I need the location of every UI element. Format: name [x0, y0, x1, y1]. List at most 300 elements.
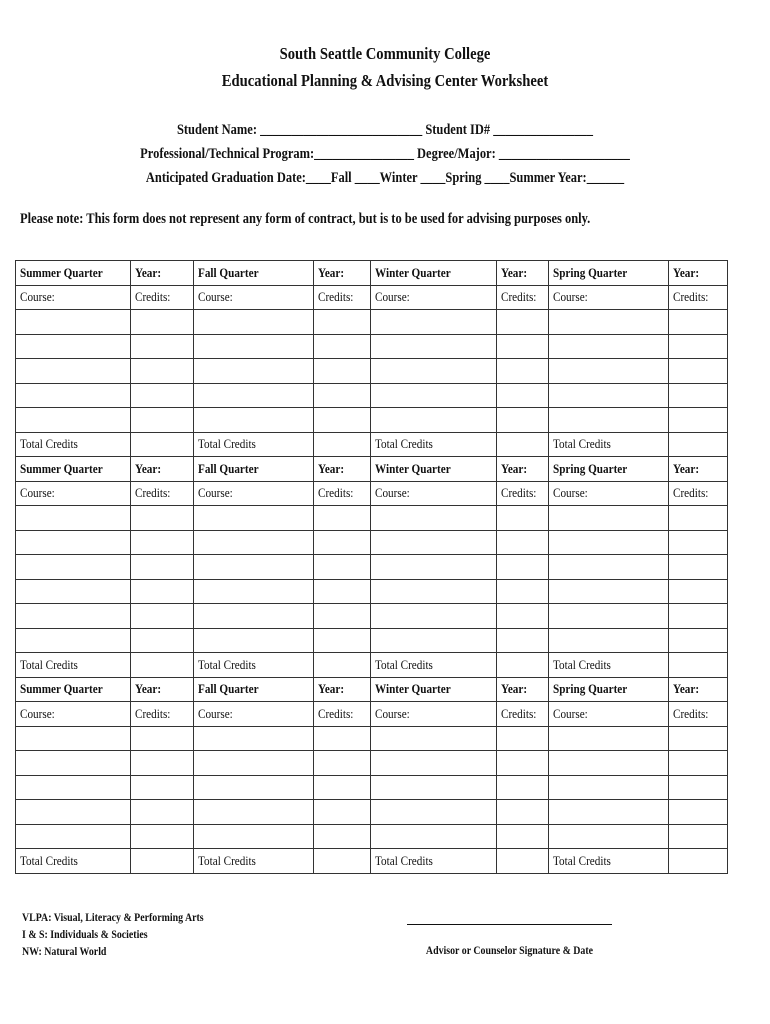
credits-label-text: Credits: — [318, 705, 354, 721]
course-cell[interactable] — [549, 800, 669, 825]
quarter-title — [371, 261, 497, 286]
course-cell[interactable] — [16, 824, 131, 849]
credits-cell[interactable] — [131, 408, 194, 433]
total-credits-cell[interactable] — [131, 653, 194, 678]
quarter-title — [549, 261, 669, 286]
credits-label — [497, 285, 549, 310]
quarter-title — [16, 677, 131, 702]
table-row — [16, 334, 728, 359]
quarter-header-row — [16, 677, 728, 702]
course-label-text: Course: — [198, 485, 233, 501]
course-label — [371, 702, 497, 727]
course-cell[interactable] — [371, 383, 497, 408]
credits-label-text: Credits: — [501, 705, 537, 721]
course-cell[interactable] — [16, 334, 131, 359]
credits-label-text: Credits: — [135, 485, 171, 501]
quarter-title-text: Spring Quarter — [553, 264, 628, 280]
total-credits-label — [16, 432, 131, 457]
course-cell[interactable] — [16, 359, 131, 384]
credits-cell[interactable] — [314, 751, 371, 776]
credits-cell[interactable] — [314, 530, 371, 555]
credits-cell[interactable] — [314, 579, 371, 604]
course-label-text: Course: — [20, 289, 55, 305]
table-row — [16, 628, 728, 653]
quarter-title-text: Winter Quarter — [375, 460, 451, 476]
course-label-text: Course: — [553, 485, 588, 501]
course-cell[interactable] — [549, 310, 669, 335]
total-credits-label — [194, 653, 314, 678]
year-label-text: Year: — [135, 264, 162, 280]
year-label-text: Year: — [135, 460, 162, 476]
credits-cell[interactable] — [497, 334, 549, 359]
credits-cell[interactable] — [669, 628, 728, 653]
course-cell[interactable] — [16, 555, 131, 580]
total-credits-label-text: Total Credits — [553, 436, 611, 452]
year-label[interactable] — [314, 261, 371, 286]
course-label-text: Course: — [20, 705, 55, 721]
year-label-text: Year: — [135, 681, 162, 697]
course-cell[interactable] — [16, 775, 131, 800]
credits-cell[interactable] — [131, 383, 194, 408]
credits-cell[interactable] — [497, 604, 549, 629]
credits-cell[interactable] — [131, 751, 194, 776]
course-cell[interactable] — [371, 604, 497, 629]
course-cell[interactable] — [16, 310, 131, 335]
college-name: South Seattle Community College — [279, 44, 491, 63]
year-label[interactable] — [314, 457, 371, 482]
credits-label — [131, 702, 194, 727]
credits-cell[interactable] — [669, 359, 728, 384]
graduation-date-line[interactable]: Anticipated Graduation Date:____Fall ____Winter ____Spring ____Summer Year:______ — [145, 170, 625, 186]
program-degree-line[interactable]: Professional/Technical Program:________________ Degree/Major: _____________________ — [140, 146, 630, 162]
legend-is: I & S: Individuals & Societies — [22, 929, 148, 941]
credits-cell[interactable] — [669, 506, 728, 531]
course-label — [16, 285, 131, 310]
course-cell[interactable] — [549, 751, 669, 776]
total-credits-cell[interactable] — [131, 432, 194, 457]
course-cell[interactable] — [194, 800, 314, 825]
course-cell[interactable] — [371, 310, 497, 335]
course-cell[interactable] — [194, 555, 314, 580]
total-credits-label — [16, 653, 131, 678]
legend-nw: NW: Natural World — [22, 946, 107, 958]
credits-label — [669, 481, 728, 506]
credits-cell[interactable] — [669, 726, 728, 751]
credits-cell[interactable] — [669, 604, 728, 629]
course-cell[interactable] — [549, 555, 669, 580]
year-label[interactable] — [131, 261, 194, 286]
quarter-planning-table — [15, 260, 728, 874]
credits-cell[interactable] — [669, 383, 728, 408]
credits-cell[interactable] — [131, 555, 194, 580]
credits-label — [314, 702, 371, 727]
course-cell[interactable] — [16, 628, 131, 653]
year-label[interactable] — [669, 261, 728, 286]
total-credits-label — [371, 849, 497, 874]
course-cell[interactable] — [194, 530, 314, 555]
course-cell[interactable] — [371, 555, 497, 580]
table-row — [16, 824, 728, 849]
total-credits-label-text: Total Credits — [375, 436, 433, 452]
total-credits-label — [16, 849, 131, 874]
credits-cell[interactable] — [314, 506, 371, 531]
course-label-text: Course: — [553, 705, 588, 721]
table-row — [16, 506, 728, 531]
credits-cell[interactable] — [497, 530, 549, 555]
quarter-title-text: Summer Quarter — [20, 264, 103, 280]
credits-cell[interactable] — [314, 726, 371, 751]
year-label[interactable] — [131, 677, 194, 702]
year-label-text: Year: — [501, 681, 528, 697]
total-credits-cell[interactable] — [497, 432, 549, 457]
quarter-title — [549, 457, 669, 482]
total-credits-cell[interactable] — [669, 432, 728, 457]
column-header-row — [16, 702, 728, 727]
column-header-row — [16, 285, 728, 310]
course-cell[interactable] — [371, 408, 497, 433]
quarter-title-text: Spring Quarter — [553, 460, 628, 476]
credits-cell[interactable] — [497, 800, 549, 825]
credits-cell[interactable] — [497, 383, 549, 408]
course-label-text: Course: — [375, 289, 410, 305]
credits-label-text: Credits: — [135, 289, 171, 305]
credits-cell[interactable] — [497, 408, 549, 433]
quarter-title — [371, 677, 497, 702]
credits-cell[interactable] — [497, 726, 549, 751]
course-cell[interactable] — [194, 726, 314, 751]
quarter-title-text: Summer Quarter — [20, 460, 103, 476]
quarter-title-text: Fall Quarter — [198, 264, 259, 280]
year-label[interactable] — [669, 677, 728, 702]
course-cell[interactable] — [16, 726, 131, 751]
contract-note: Please note: This form does not represent any form of contract, but is to be used for advising purposes only. — [20, 211, 591, 227]
total-credits-cell[interactable] — [131, 849, 194, 874]
total-credits-label-text: Total Credits — [198, 852, 256, 868]
credits-cell[interactable] — [497, 310, 549, 335]
course-cell[interactable] — [194, 579, 314, 604]
credits-cell[interactable] — [314, 604, 371, 629]
course-cell[interactable] — [194, 383, 314, 408]
table-row — [16, 579, 728, 604]
quarter-title-text: Fall Quarter — [198, 460, 259, 476]
year-label-text: Year: — [318, 460, 345, 476]
credits-cell[interactable] — [131, 530, 194, 555]
credits-cell[interactable] — [669, 579, 728, 604]
credits-cell[interactable] — [669, 530, 728, 555]
total-credits-label — [194, 849, 314, 874]
total-credits-cell[interactable] — [497, 653, 549, 678]
credits-cell[interactable] — [131, 726, 194, 751]
total-credits-cell[interactable] — [497, 849, 549, 874]
year-label-text: Year: — [318, 264, 345, 280]
course-cell[interactable] — [549, 726, 669, 751]
course-label — [549, 481, 669, 506]
course-cell[interactable] — [16, 800, 131, 825]
total-credits-label — [549, 653, 669, 678]
year-label[interactable] — [497, 677, 549, 702]
total-credits-label-text: Total Credits — [375, 852, 433, 868]
course-cell[interactable] — [371, 530, 497, 555]
total-credits-cell[interactable] — [669, 849, 728, 874]
course-cell[interactable] — [16, 506, 131, 531]
course-label-text: Course: — [198, 289, 233, 305]
quarter-title — [194, 677, 314, 702]
year-label-text: Year: — [673, 460, 700, 476]
course-cell[interactable] — [549, 334, 669, 359]
credits-label — [314, 285, 371, 310]
course-cell[interactable] — [549, 506, 669, 531]
credits-cell[interactable] — [131, 579, 194, 604]
credits-cell[interactable] — [669, 824, 728, 849]
total-credits-label-text: Total Credits — [20, 436, 78, 452]
course-cell[interactable] — [549, 359, 669, 384]
course-cell[interactable] — [549, 408, 669, 433]
credits-label — [669, 702, 728, 727]
credits-cell[interactable] — [497, 555, 549, 580]
credits-cell[interactable] — [314, 383, 371, 408]
quarter-title-text: Spring Quarter — [553, 681, 628, 697]
course-cell[interactable] — [371, 506, 497, 531]
credits-cell[interactable] — [131, 628, 194, 653]
quarter-title — [194, 457, 314, 482]
total-credits-label-text: Total Credits — [198, 436, 256, 452]
credits-label-text: Credits: — [501, 485, 537, 501]
course-cell[interactable] — [16, 751, 131, 776]
course-cell[interactable] — [16, 604, 131, 629]
course-cell[interactable] — [371, 824, 497, 849]
total-credits-label-text: Total Credits — [198, 656, 256, 672]
credits-cell[interactable] — [131, 604, 194, 629]
credits-cell[interactable] — [497, 751, 549, 776]
credits-cell[interactable] — [314, 310, 371, 335]
year-label-text: Year: — [318, 681, 345, 697]
credits-label-text: Credits: — [673, 289, 709, 305]
course-cell[interactable] — [371, 751, 497, 776]
total-credits-row — [16, 849, 728, 874]
total-credits-row — [16, 653, 728, 678]
quarter-title-text: Fall Quarter — [198, 681, 259, 697]
signature-label: Advisor or Counselor Signature & Date — [425, 945, 594, 957]
credits-cell[interactable] — [131, 310, 194, 335]
credits-label-text: Credits: — [318, 289, 354, 305]
course-cell[interactable] — [371, 800, 497, 825]
credits-cell[interactable] — [131, 824, 194, 849]
year-label-text: Year: — [673, 681, 700, 697]
credits-label-text: Credits: — [673, 485, 709, 501]
course-cell[interactable] — [16, 408, 131, 433]
credits-cell[interactable] — [314, 628, 371, 653]
quarter-title — [194, 261, 314, 286]
course-cell[interactable] — [371, 359, 497, 384]
course-cell[interactable] — [371, 579, 497, 604]
credits-cell[interactable] — [669, 800, 728, 825]
credits-cell[interactable] — [497, 506, 549, 531]
credits-cell[interactable] — [497, 824, 549, 849]
total-credits-label-text: Total Credits — [20, 852, 78, 868]
table-row — [16, 800, 728, 825]
course-cell[interactable] — [549, 604, 669, 629]
total-credits-cell[interactable] — [314, 653, 371, 678]
quarter-title — [549, 677, 669, 702]
credits-cell[interactable] — [497, 579, 549, 604]
course-label-text: Course: — [198, 705, 233, 721]
credits-cell[interactable] — [131, 334, 194, 359]
total-credits-row — [16, 432, 728, 457]
credits-cell[interactable] — [669, 408, 728, 433]
year-label-text: Year: — [501, 264, 528, 280]
total-credits-label — [549, 849, 669, 874]
credits-label — [497, 702, 549, 727]
total-credits-label — [371, 653, 497, 678]
course-cell[interactable] — [194, 628, 314, 653]
year-label[interactable] — [669, 457, 728, 482]
credits-cell[interactable] — [314, 334, 371, 359]
credits-cell[interactable] — [131, 775, 194, 800]
legend-vlpa: VLPA: Visual, Literacy & Performing Arts — [22, 912, 204, 924]
total-credits-label-text: Total Credits — [20, 656, 78, 672]
credits-cell[interactable] — [669, 751, 728, 776]
table-row — [16, 604, 728, 629]
quarter-title — [16, 457, 131, 482]
course-cell[interactable] — [194, 334, 314, 359]
course-label — [371, 481, 497, 506]
credits-label-text: Credits: — [135, 705, 171, 721]
total-credits-label-text: Total Credits — [553, 656, 611, 672]
credits-cell[interactable] — [314, 824, 371, 849]
credits-cell[interactable] — [669, 334, 728, 359]
table-row — [16, 383, 728, 408]
course-cell[interactable] — [549, 824, 669, 849]
credits-label — [314, 481, 371, 506]
course-cell[interactable] — [549, 579, 669, 604]
table-row — [16, 310, 728, 335]
course-cell[interactable] — [194, 408, 314, 433]
quarter-title-text: Winter Quarter — [375, 264, 451, 280]
year-label[interactable] — [497, 457, 549, 482]
form-header — [0, 40, 770, 94]
course-label-text: Course: — [375, 485, 410, 501]
year-label[interactable] — [497, 261, 549, 286]
course-cell[interactable] — [549, 383, 669, 408]
credits-cell[interactable] — [669, 555, 728, 580]
course-cell[interactable] — [16, 579, 131, 604]
course-cell[interactable] — [371, 334, 497, 359]
course-label — [16, 481, 131, 506]
course-cell[interactable] — [194, 506, 314, 531]
total-credits-label — [549, 432, 669, 457]
year-label-text: Year: — [673, 264, 700, 280]
column-header-row — [16, 481, 728, 506]
course-cell[interactable] — [194, 775, 314, 800]
course-cell[interactable] — [194, 751, 314, 776]
signature-line[interactable] — [407, 924, 612, 925]
quarter-header-row — [16, 457, 728, 482]
course-cell[interactable] — [371, 726, 497, 751]
course-cell[interactable] — [194, 310, 314, 335]
course-cell[interactable] — [194, 824, 314, 849]
course-cell[interactable] — [371, 628, 497, 653]
credits-cell[interactable] — [314, 408, 371, 433]
total-credits-cell[interactable] — [669, 653, 728, 678]
table-row — [16, 408, 728, 433]
student-name-id-line[interactable]: Student Name: __________________________ Student ID# ________________ — [176, 122, 594, 138]
table-row — [16, 751, 728, 776]
worksheet-title: Educational Planning & Advising Center Worksheet — [221, 71, 549, 90]
table-row — [16, 555, 728, 580]
credits-cell[interactable] — [131, 506, 194, 531]
total-credits-label — [194, 432, 314, 457]
credits-cell[interactable] — [314, 555, 371, 580]
legend — [22, 910, 204, 961]
credits-cell[interactable] — [314, 359, 371, 384]
course-cell[interactable] — [16, 383, 131, 408]
total-credits-cell[interactable] — [314, 432, 371, 457]
total-credits-label — [371, 432, 497, 457]
course-cell[interactable] — [16, 530, 131, 555]
course-label — [194, 481, 314, 506]
year-label[interactable] — [314, 677, 371, 702]
year-label-text: Year: — [501, 460, 528, 476]
credits-cell[interactable] — [497, 628, 549, 653]
table-row — [16, 530, 728, 555]
credits-cell[interactable] — [669, 310, 728, 335]
credits-label-text: Credits: — [501, 289, 537, 305]
quarter-title-text: Summer Quarter — [20, 681, 103, 697]
course-cell[interactable] — [194, 359, 314, 384]
credits-cell[interactable] — [314, 800, 371, 825]
table-row — [16, 359, 728, 384]
credits-cell[interactable] — [131, 800, 194, 825]
quarter-title — [16, 261, 131, 286]
quarter-title-text: Winter Quarter — [375, 681, 451, 697]
credits-label — [131, 481, 194, 506]
course-label-text: Course: — [20, 485, 55, 501]
course-cell[interactable] — [549, 775, 669, 800]
course-cell[interactable] — [549, 628, 669, 653]
credits-label — [131, 285, 194, 310]
table-row — [16, 726, 728, 751]
course-label — [16, 702, 131, 727]
total-credits-label-text: Total Credits — [553, 852, 611, 868]
course-label-text: Course: — [375, 705, 410, 721]
credits-label-text: Credits: — [673, 705, 709, 721]
credits-label-text: Credits: — [318, 485, 354, 501]
credits-cell[interactable] — [131, 359, 194, 384]
course-label — [371, 285, 497, 310]
credits-cell[interactable] — [314, 775, 371, 800]
total-credits-cell[interactable] — [314, 849, 371, 874]
credits-cell[interactable] — [497, 775, 549, 800]
course-cell[interactable] — [549, 530, 669, 555]
course-label — [194, 702, 314, 727]
course-label — [549, 285, 669, 310]
credits-label — [669, 285, 728, 310]
year-label[interactable] — [131, 457, 194, 482]
credits-cell[interactable] — [669, 775, 728, 800]
quarter-title — [371, 457, 497, 482]
student-fields — [0, 118, 770, 190]
course-label — [549, 702, 669, 727]
course-label — [194, 285, 314, 310]
course-cell[interactable] — [194, 604, 314, 629]
table-row — [16, 775, 728, 800]
course-label-text: Course: — [553, 289, 588, 305]
course-cell[interactable] — [371, 775, 497, 800]
total-credits-label-text: Total Credits — [375, 656, 433, 672]
credits-cell[interactable] — [497, 359, 549, 384]
quarter-header-row — [16, 261, 728, 286]
credits-label — [497, 481, 549, 506]
